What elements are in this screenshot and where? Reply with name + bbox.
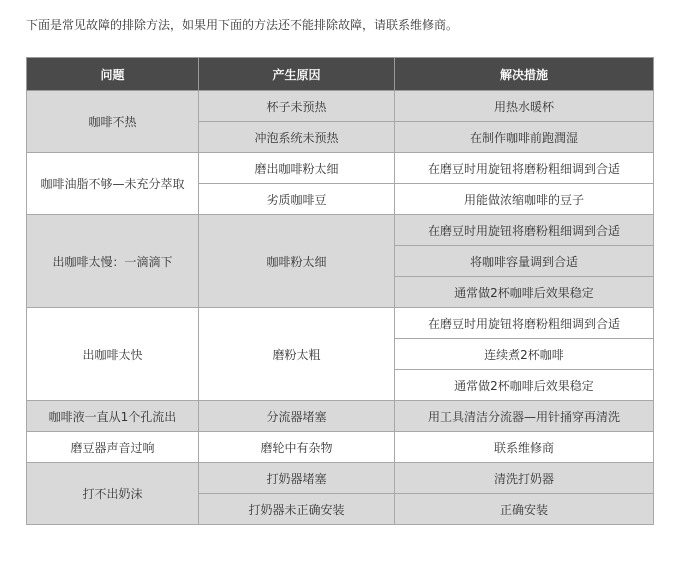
problem-cell: 出咖啡太快 <box>27 308 199 401</box>
table-row <box>27 91 654 122</box>
solution-cell: 联系维修商 <box>395 432 654 463</box>
cause-cell: 打奶器堵塞 <box>199 463 395 494</box>
table-row <box>27 215 654 246</box>
cause-cell: 磨轮中有杂物 <box>199 432 395 463</box>
solution-cell: 连续煮2杯咖啡 <box>395 339 654 370</box>
table-row <box>27 463 654 494</box>
cause-cell: 咖啡粉太细 <box>199 215 395 308</box>
problem-cell: 出咖啡太慢：一滴滴下 <box>27 215 199 308</box>
problem-cell: 磨豆器声音过响 <box>27 432 199 463</box>
cause-cell: 冲泡系统未预热 <box>199 122 395 153</box>
solution-cell: 正确安装 <box>395 494 654 525</box>
cause-cell: 分流器堵塞 <box>199 401 395 432</box>
solution-cell: 通常做2杯咖啡后效果稳定 <box>395 277 654 308</box>
header-problem: 问题 <box>27 58 199 91</box>
header-solution: 解决措施 <box>395 58 654 91</box>
table-row <box>27 153 654 184</box>
solution-cell: 用工具清洁分流器—用针捅穿再清洗 <box>395 401 654 432</box>
solution-cell: 在制作咖啡前跑潤湿 <box>395 122 654 153</box>
solution-cell: 将咖啡容量调到合适 <box>395 246 654 277</box>
problem-cell: 打不出奶沫 <box>27 463 199 525</box>
cause-cell: 劣质咖啡豆 <box>199 184 395 215</box>
cause-cell: 磨出咖啡粉太细 <box>199 153 395 184</box>
problem-cell: 咖啡油脂不够—未充分萃取 <box>27 153 199 215</box>
solution-cell: 在磨豆时用旋钮将磨粉粗细调到合适 <box>395 308 654 339</box>
table-header-row <box>27 58 654 91</box>
cause-cell: 打奶器未正确安装 <box>199 494 395 525</box>
troubleshooting-table <box>26 57 654 525</box>
cause-cell: 磨粉太粗 <box>199 308 395 401</box>
solution-cell: 用热水暖杯 <box>395 91 654 122</box>
intro-text: 下面是常见故障的排除方法，如果用下面的方法还不能排除故障，请联系维修商。 <box>26 18 459 32</box>
problem-cell: 咖啡不热 <box>27 91 199 153</box>
header-cause: 产生原因 <box>199 58 395 91</box>
table-row <box>27 308 654 339</box>
solution-cell: 在磨豆时用旋钮将磨粉粗细调到合适 <box>395 153 654 184</box>
solution-cell: 用能做浓缩咖啡的豆子 <box>395 184 654 215</box>
solution-cell: 清洗打奶器 <box>395 463 654 494</box>
solution-cell: 在磨豆时用旋钮将磨粉粗细调到合适 <box>395 215 654 246</box>
table-row <box>27 432 654 463</box>
problem-cell: 咖啡液一直从1个孔流出 <box>27 401 199 432</box>
table-row <box>27 401 654 432</box>
solution-cell: 通常做2杯咖啡后效果稳定 <box>395 370 654 401</box>
cause-cell: 杯子未预热 <box>199 91 395 122</box>
